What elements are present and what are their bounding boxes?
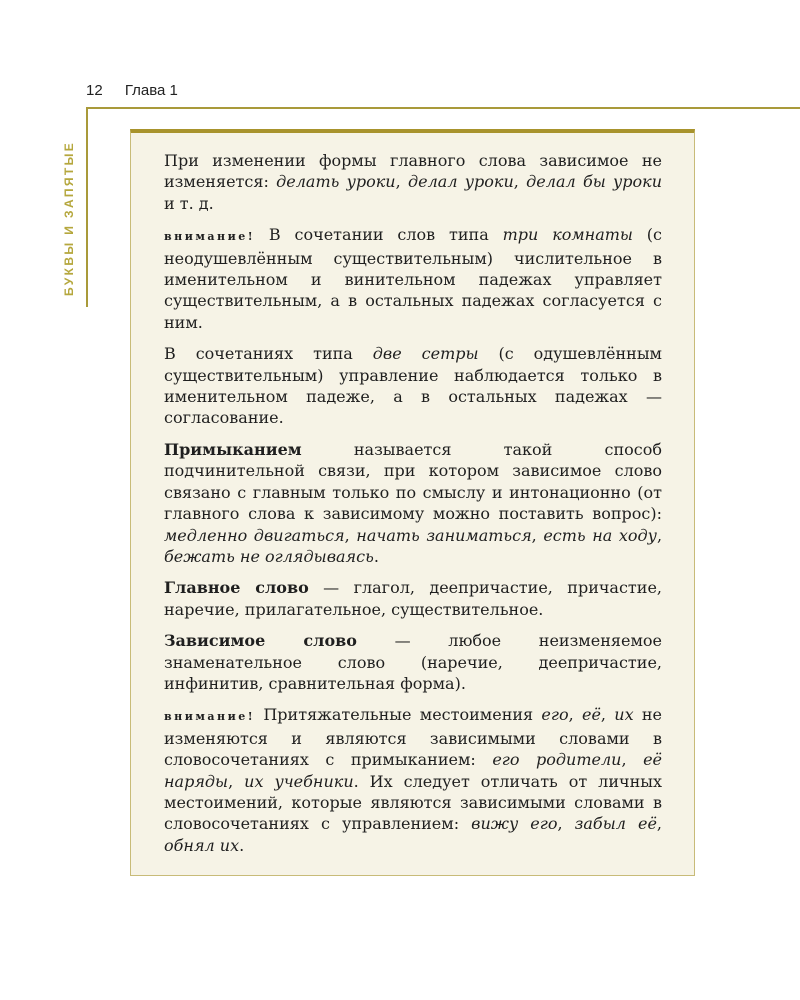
text: , xyxy=(621,750,644,770)
paragraph xyxy=(164,577,662,620)
attention-label: внимание! xyxy=(164,230,256,244)
text: , xyxy=(344,525,357,545)
paragraph xyxy=(164,630,662,694)
example-text: бежать не оглядываясь xyxy=(164,546,374,566)
example-text: его xyxy=(541,705,569,725)
example-text: её наряды xyxy=(164,750,663,791)
chapter-title: Глава 1 xyxy=(124,82,178,99)
text: не изменяются и являются зависимыми словами в словосочетаниях с примыканием: xyxy=(164,705,663,770)
header-rule xyxy=(86,107,800,109)
paragraph xyxy=(164,704,662,856)
example-text: обнял их xyxy=(164,835,240,855)
example-text: его родители xyxy=(492,750,622,770)
example-text: делал бы уроки xyxy=(526,172,663,192)
example-text: забыл её xyxy=(574,814,657,834)
text: В сочетании слов типа xyxy=(255,225,503,245)
text: называется такой способ подчинительной связи, при котором зависимое слово связано с главным только по смыслу и интонационно (от главного слова к зависимому можно поставить вопрос): xyxy=(164,439,662,524)
text: , xyxy=(513,172,527,192)
text: , xyxy=(531,525,544,545)
text: , xyxy=(557,814,575,834)
text: и т. д. xyxy=(164,193,214,213)
section-side-label: БУКВЫ И ЗАПЯТЫЕ xyxy=(62,140,76,296)
text: , xyxy=(395,172,408,192)
text: . Их следует отличать от личных местоимений, которые являются зависимыми словами в словосочетаниях с управлением: xyxy=(164,771,662,834)
example-text: их xyxy=(614,705,634,725)
example-text: две сетры xyxy=(372,344,479,364)
rule-box xyxy=(130,129,695,876)
text: Притяжательные местоимения xyxy=(255,705,542,725)
term: Зависимое слово xyxy=(164,631,357,651)
attention-label: внимание! xyxy=(164,710,256,724)
paragraph xyxy=(164,224,662,333)
text: , xyxy=(656,814,662,834)
example-text: делать уроки xyxy=(276,172,396,192)
example-text: три комнаты xyxy=(502,225,633,245)
page-number: 12 xyxy=(86,82,103,99)
term: Примыканием xyxy=(164,439,302,459)
term: Главное слово xyxy=(164,578,309,598)
text: При изменении формы главного слова зависимое не изменяется: xyxy=(164,151,662,192)
text: . xyxy=(239,835,245,855)
side-rule xyxy=(86,107,88,307)
text: , xyxy=(600,705,615,725)
example-text: есть на ходу xyxy=(543,525,657,545)
text: . xyxy=(373,546,379,566)
paragraph xyxy=(164,343,662,429)
running-header xyxy=(86,82,178,99)
text: , xyxy=(568,705,582,725)
text: (с неодушевлённым существительным) числительное в именительном и винительном падежах управляет существительным, а в остальных падежах согласуется с ним. xyxy=(164,225,662,332)
text: — глагол, деепричастие, причастие, наречие, прилагательное, существительное. xyxy=(164,578,662,619)
text: , xyxy=(228,771,245,791)
example-text: начать заниматься xyxy=(356,525,532,545)
paragraph xyxy=(164,439,662,567)
example-text: их учебники xyxy=(244,771,354,791)
paragraph xyxy=(164,150,662,214)
text: (с одушевлённым существительным) управление наблюдается только в именительном падеже, а в остальных падежах — согласование. xyxy=(164,344,663,428)
example-text: делал уроки xyxy=(407,172,514,192)
text: В сочетаниях типа xyxy=(164,344,373,364)
text: — любое неизменяемое знаменательное слово (наречие, деепричастие, инфинитив, сравнительная форма). xyxy=(164,631,662,693)
example-text: медленно двигаться xyxy=(164,525,345,545)
text: , xyxy=(656,525,663,545)
example-text: её xyxy=(581,705,601,725)
example-text: вижу его xyxy=(471,814,558,834)
